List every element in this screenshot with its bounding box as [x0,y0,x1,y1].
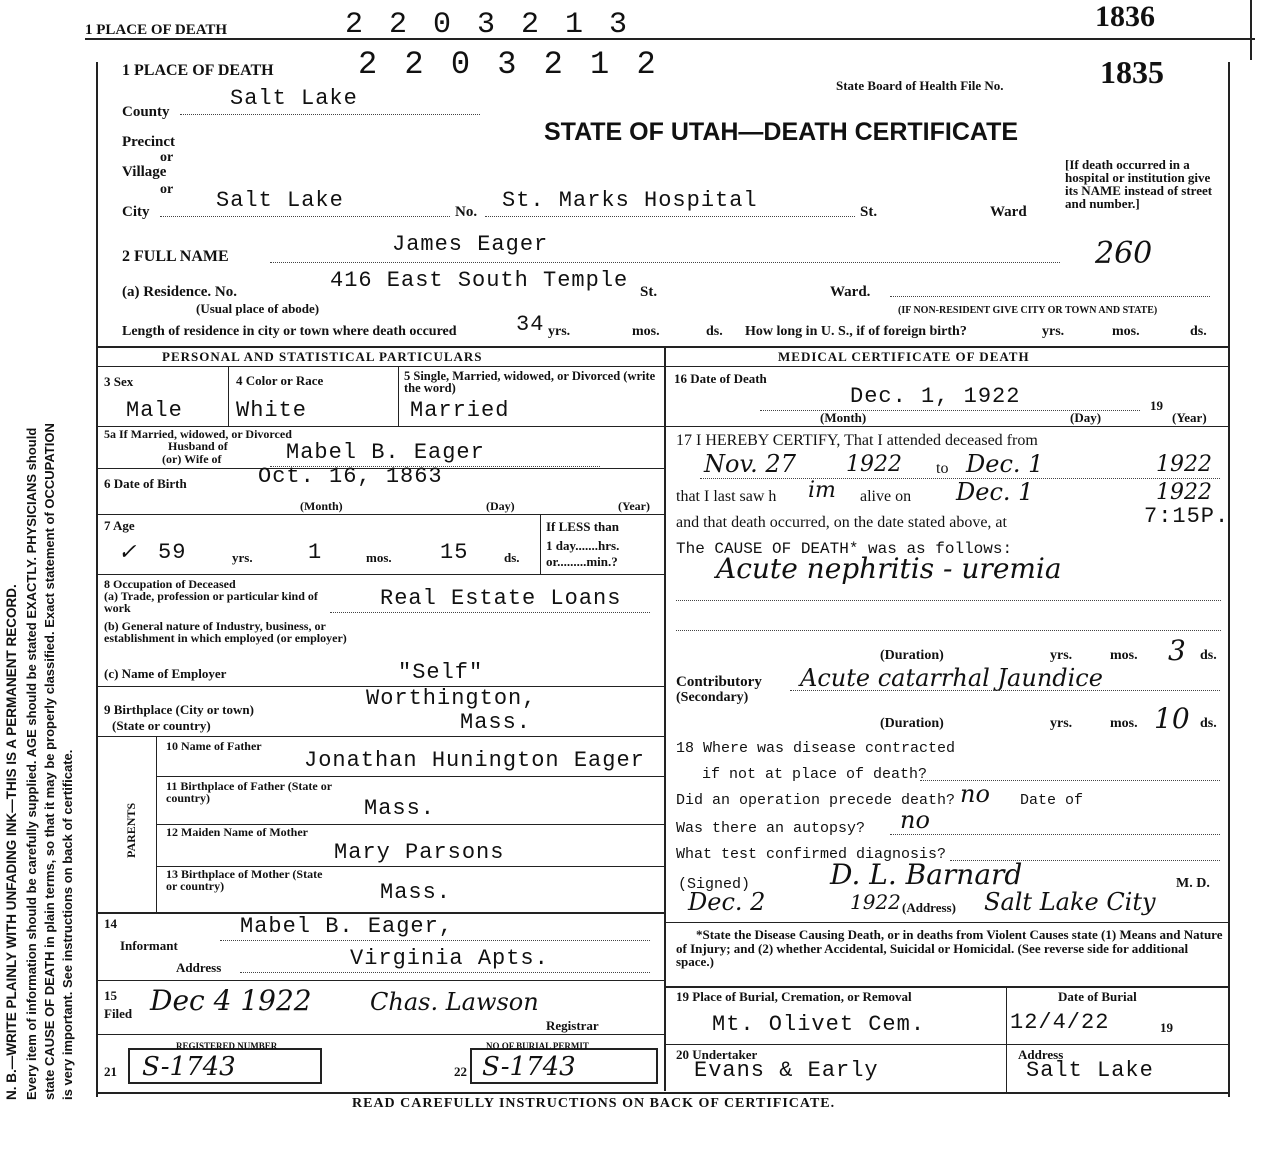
ds-label: ds. [1190,324,1207,339]
age-check: ✓ [118,540,137,565]
age-label: 7 Age [104,518,135,533]
attended-to-date: Dec. 1 [966,450,1044,478]
side-instructions-3: state CAUSE OF DEATH in plain terms, so that it may be properly classified. Exact statement of OCCUPATION [42,423,57,1100]
signature-date: Dec. 2 [688,888,766,916]
month-caption: (Month) [820,410,867,425]
informant-address-value: Virginia Apts. [350,946,549,971]
signed-label: (Signed) [678,876,751,893]
age-months: 1 [308,540,323,565]
autopsy-label: Was there an autopsy? [676,820,866,837]
attended-to-year: 1922 [1156,452,1212,477]
precinct-label: Precinct [122,134,176,150]
undertaker-address-label: Address [1018,1047,1064,1062]
cause-duration-months: 3 [1168,634,1186,667]
top-divider [85,38,1255,40]
informant-label: Informant [120,938,178,953]
duration-label: (Duration) [880,716,944,731]
prev-place-label: 1 PLACE OF DEATH [85,22,228,38]
alive-on-label: alive on [860,488,912,505]
dob-value: Oct. 16, 1863 [258,464,443,489]
death-occurred-label: and that death occurred, on the date stated above, at [676,514,1007,531]
duration-label: (Duration) [880,648,944,663]
mos-label: mos. [1112,324,1140,339]
cause-of-death-label: The CAUSE OF DEATH* was as follows: [676,540,1013,558]
q18-label: 18 Where was disease contracted [676,740,956,757]
marital-value: Married [410,398,510,423]
birthplace-state: Mass. [460,710,532,735]
st-label: St. [860,204,878,220]
operation-label: Did an operation precede death? [676,792,956,809]
mother-birthplace-value: Mass. [380,880,452,905]
usual-abode-label: (Usual place of abode) [196,301,320,316]
less-than-label: If LESS than [546,519,619,534]
burial-place-value: Mt. Olivet Cem. [712,1012,926,1037]
nonresident-label: (IF NON-RESIDENT GIVE CITY OR TOWN AND STATE) [898,305,1158,316]
frame-right [1228,62,1230,1097]
certificate-title: STATE OF UTAH—DEATH CERTIFICATE [544,118,1019,146]
side-instructions-2: Every item of information should be carefully supplied. AGE should be stated EXACTLY. PHYSICIANS should [24,427,39,1100]
nineteen-label: 19 [1150,398,1163,413]
father-birthplace-label: 11 Birthplace of Father (State or country) [166,779,332,805]
county-value: Salt Lake [230,86,358,111]
date-of-label: Date of [1020,792,1084,809]
mos-label: mos. [1110,648,1138,663]
parents-label: PARENTS [124,802,138,858]
physician-address-value: Salt Lake City [984,888,1156,916]
secondary-label: (Secondary) [676,690,749,705]
occupation-label: 8 Occupation of Deceased [104,577,236,591]
burial-date-label: Date of Burial [1058,989,1137,1004]
marital-label: 5 Single, Married, widowed, or Divorced (write the word) [404,369,656,395]
hospital-note: [If death occurred in a hospital or institution give its NAME instead of street and number.] [1065,157,1213,211]
registered-number-index: 21 [104,1064,117,1079]
yrs-label: yrs. [548,324,571,339]
length-of-residence-value: 34 [516,312,545,337]
personal-heading: PERSONAL AND STATISTICAL PARTICULARS [162,349,483,364]
full-name-value: James Eager [392,232,549,257]
spouse-label-2: Husband of [168,439,228,453]
employer-label: (c) Name of Employer [104,666,227,681]
certify-statement: 17 I HEREBY CERTIFY, That I attended deceased from [676,432,1038,449]
mother-label: 12 Maiden Name of Mother [166,825,308,839]
prev-file-number: 1836 [1095,0,1155,33]
yrs-label: yrs. [1050,648,1073,663]
or-label: or [160,150,174,165]
alive-on-year: 1922 [1156,480,1212,505]
time-of-death: 7:15P. [1144,504,1230,529]
section-divider [96,346,1228,348]
physician-signature: D. L. Barnard [830,858,1023,891]
q18b-label: if not at place of death? [702,766,928,783]
bottom-divider [96,1092,1228,1094]
father-value: Jonathan Hunington Eager [304,748,645,773]
sex-label: 3 Sex [104,374,134,389]
father-label: 10 Name of Father [166,739,262,753]
side-instructions-1: N. B.—WRITE PLAINLY WITH UNFADING INK—THIS IS A PERMANENT RECORD. [4,584,19,1100]
full-name-label: 2 FULL NAME [122,248,229,265]
alive-on-date: Dec. 1 [956,478,1034,506]
birthplace-city: Worthington, [366,686,537,711]
ward-number: 260 [1095,236,1153,271]
certificate-number: 2 2 0 3 2 1 2 [358,46,660,83]
attended-from-date: Nov. 27 [704,450,796,478]
county-label: County [122,104,170,120]
day-hours-label: 1 day.......hrs. [546,538,620,553]
mother-value: Mary Parsons [334,840,505,865]
ward-label: Ward [990,204,1027,220]
filed-date: Dec 4 1922 [150,984,312,1017]
spouse-label-3: (or) Wife of [162,452,222,466]
burial-place-label: 19 Place of Burial, Cremation, or Removal [676,989,912,1004]
burial-date-value: 12/4/22 [1010,1010,1110,1035]
village-label: Village [122,164,167,180]
city-value: Salt Lake [216,188,344,213]
color-label: 4 Color or Race [236,373,324,388]
registered-number-value: S-1743 [142,1052,236,1082]
employer-value: "Self" [398,660,484,685]
informant-value: Mabel B. Eager, [240,914,454,939]
residence-ward-label: Ward. [830,284,871,300]
board-label: State Board of Health File No. [836,78,1004,93]
to-label: to [936,460,949,477]
residence-label: (a) Residence. No. [122,284,237,300]
yrs-label: yrs. [1042,324,1065,339]
file-number: 1835 [1100,54,1164,90]
contributory-value: Acute catarrhal Jaundice [800,664,1103,692]
autopsy-value: no [900,806,930,834]
residence-value: 416 East South Temple [330,268,629,293]
top-edge [1250,0,1252,60]
side-instructions-4: is very important. See instructions on back of certificate. [60,749,75,1100]
registrar-label: Registrar [546,1018,599,1033]
ds-label: ds. [1200,648,1217,663]
us-residence-label: How long in U. S., if of foreign birth? [745,324,967,339]
attended-from-year: 1922 [846,452,902,477]
birthplace-label: 9 Birthplace (City or town) [104,702,254,717]
informant-number: 14 [104,916,117,931]
ds-label: ds. [1200,716,1217,731]
undertaker-label: 20 Undertaker [676,1047,758,1062]
birthplace-sub-label: (State or country) [112,718,211,733]
mos-label: mos. [632,324,660,339]
contributory-duration-months: 10 [1154,702,1190,735]
age-years: 59 [158,540,187,565]
test-label: What test confirmed diagnosis? [676,846,947,863]
registrar-signature: Chas. Lawson [370,988,539,1016]
md-label: M. D. [1176,876,1210,891]
day-caption: (Day) [486,499,515,513]
signature-year: 1922 [850,890,901,914]
center-divider [664,346,666,1091]
month-caption: (Month) [300,499,343,513]
filed-number: 15 [104,988,117,1003]
occupation-value: Real Estate Loans [380,586,622,611]
medical-heading: MEDICAL CERTIFICATE OF DEATH [778,349,1030,364]
ds-label: ds. [706,324,723,339]
footer-instructions: READ CAREFULLY INSTRUCTIONS ON BACK OF CERTIFICATE. [352,1096,836,1111]
physician-address-label: (Address) [902,900,956,915]
yrs-label: yrs. [232,550,253,565]
sex-value: Male [126,398,183,423]
length-of-residence-label: Length of residence in city or town where death occured [122,324,457,339]
or-minutes-label: or.........min.? [546,554,618,569]
operation-value: no [960,780,990,808]
last-saw-pronoun: im [808,478,836,503]
cause-note: *State the Disease Causing Death, or in deaths from Violent Causes state (1) Means and Nature of Injury; and (2) whether Accidental, Suicidal or Homicidal. (See reverse side for additional space.) [676,927,1223,969]
father-birthplace-value: Mass. [364,796,436,821]
occupation-b-label: (b) General nature of Industry, business, or establishment in which employed (or employer) [104,619,347,645]
permit-number-value: S-1743 [482,1052,576,1082]
age-days: 15 [440,540,469,565]
undertaker-address-value: Salt Lake [1026,1058,1154,1083]
nineteen-label: 19 [1160,1020,1173,1035]
mother-birthplace-label: 13 Birthplace of Mother (State or country) [166,867,323,893]
hospital-value: St. Marks Hospital [502,188,758,213]
cause-of-death-value: Acute nephritis - uremia [716,552,1062,585]
prev-number: 2 2 0 3 2 1 3 [345,8,632,42]
year-caption: (Year) [618,499,650,513]
date-of-death-value: Dec. 1, 1922 [850,384,1021,409]
year-caption: (Year) [1172,410,1207,425]
yrs-label: yrs. [1050,716,1073,731]
informant-address-label: Address [176,960,222,975]
permit-number-label: NO OF BURIAL PERMIT [486,1041,589,1051]
day-caption: (Day) [1070,410,1102,425]
date-of-death-label: 16 Date of Death [674,371,767,386]
city-label: City [122,204,150,220]
filed-label: Filed [104,1006,133,1021]
contributory-label: Contributory [676,674,762,690]
mos-label: mos. [1110,716,1138,731]
mos-label: mos. [366,550,392,565]
occupation-a-label: (a) Trade, profession or particular kind of work [104,589,318,615]
ds-label: ds. [504,550,520,565]
spouse-value: Mabel B. Eager [286,440,485,465]
spouse-label-1: 5a If Married, widowed, or Divorced [104,427,292,441]
permit-number-index: 22 [454,1064,467,1079]
no-label: No. [455,204,478,220]
undertaker-value: Evans & Early [694,1058,879,1083]
or-label: or [160,182,174,197]
dob-label: 6 Date of Birth [104,476,187,491]
frame-left [96,62,98,1097]
registered-number-label: REGISTERED NUMBER [176,1041,278,1051]
last-saw-label: that I last saw h [676,488,777,505]
residence-st-label: St. [640,284,658,300]
place-of-death-label: 1 PLACE OF DEATH [122,62,274,79]
color-value: White [236,398,308,423]
